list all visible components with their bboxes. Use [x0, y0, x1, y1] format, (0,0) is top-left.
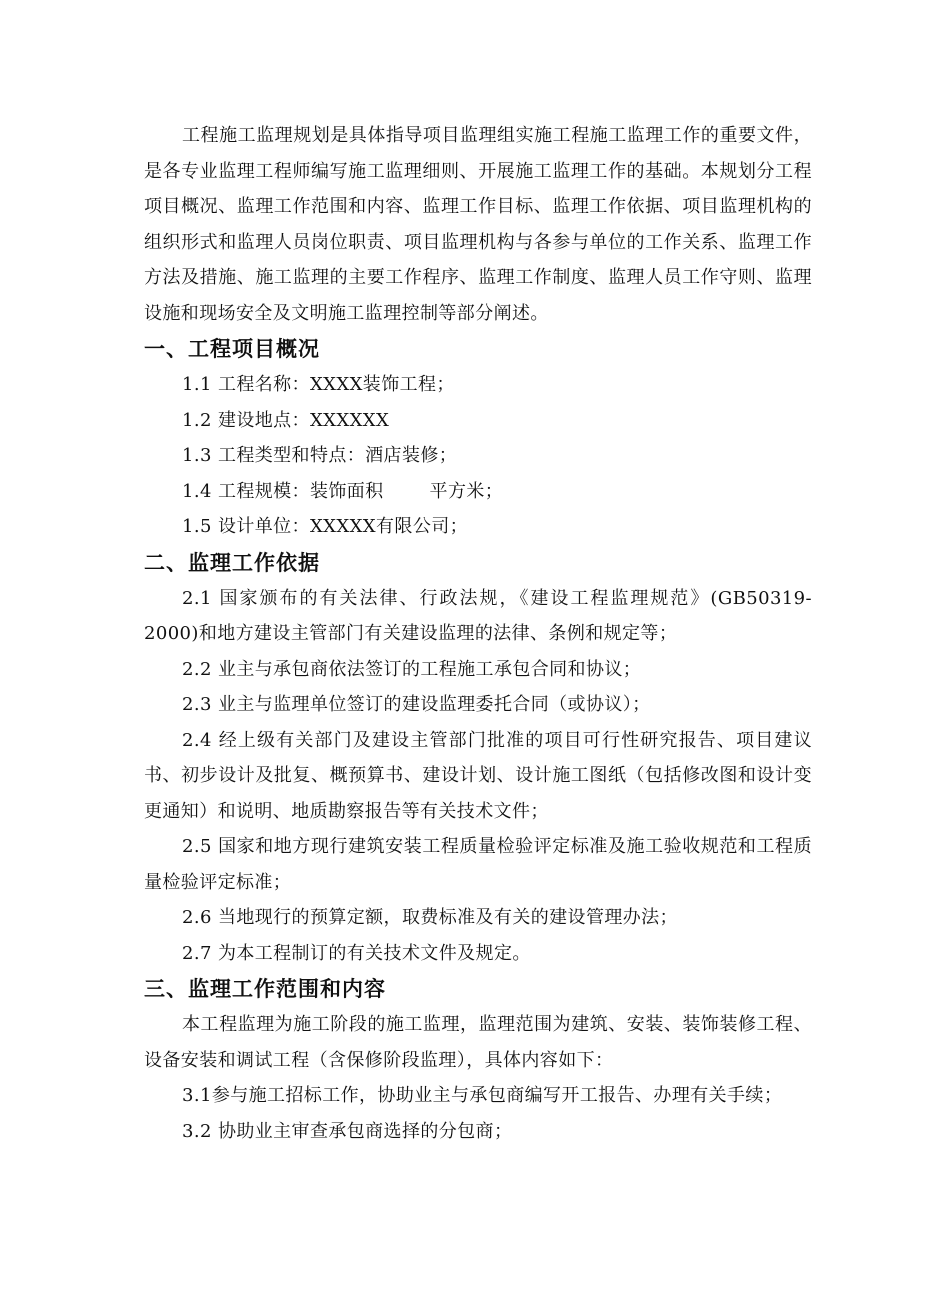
list-item: 1.5 设计单位：XXXXX有限公司； [182, 516, 469, 537]
section-heading-basis: 二、监理工作依据 [144, 550, 320, 575]
list-item: 3.1参与施工招标工作，协助业主与承包商编写开工报告、办理有关手续； [182, 1085, 783, 1106]
list-item: 2.1 国家颁布的有关法律、行政法规，《建设工程监理规范》(GB50319-2000)和地方建设主管部门有关建设监理的法律、条例和规定等； [144, 587, 812, 644]
scope-intro-paragraph: 本工程监理为施工阶段的施工监理，监理范围为建筑、安装、装饰装修工程、设备安装和调试工程（含保修阶段监理），具体内容如下： [144, 1014, 812, 1071]
section-heading-scope: 三、监理工作范围和内容 [144, 977, 386, 1001]
list-item: 2.2 业主与承包商依法签订的工程施工承包合同和协议； [182, 658, 642, 680]
list-item: 1.3 工程类型和特点：酒店装修； [182, 445, 458, 466]
scale-prefix: 1.4 工程规模：装饰面积 [182, 480, 384, 502]
list-item: 2.7 为本工程制订的有关技术文件及规定。 [182, 942, 531, 964]
list-item-project-scale [144, 474, 812, 510]
list-item: 2.6 当地现行的预算定额，取费标准及有关的建设管理办法； [182, 907, 678, 928]
section-heading-project-overview: 一、工程项目概况 [144, 337, 320, 361]
list-item: 2.4 经上级有关部门及建设主管部门批准的项目可行性研究报告、项目建议书、初步设计及批复、概预算书、建设计划、设计施工图纸（包括修改图和设计变更通知）和说明、地质勘察报告等有关技术文件； [144, 729, 812, 822]
intro-paragraph: 工程施工监理规划是具体指导项目监理组实施工程施工监理工作的重要文件，是各专业监理工程师编写施工监理细则、开展施工监理工作的基础。本规划分工程项目概况、监理工作范围和内容、监理工作目标、监理工作依据、项目监理机构的组织形式和监理人员岗位职责、项目监理机构与各参与单位的工作关系、监理工作方法及措施、施工监理的主要工作程序、监理工作制度、监理人员工作守则、监理设施和现场安全及文明施工监理控制等部分阐述。 [144, 125, 812, 324]
list-item: 3.2 协助业主审查承包商选择的分包商； [182, 1120, 513, 1142]
scale-suffix: 平方米； [429, 480, 504, 502]
document-body [144, 118, 812, 1149]
list-item: 2.3 业主与监理单位签订的建设监理委托合同（或协议）； [182, 694, 651, 715]
list-item: 1.2 建设地点：XXXXXX [182, 409, 390, 431]
list-item: 1.1 工程名称：XXXX装饰工程； [182, 374, 455, 395]
list-item: 2.5 国家和地方现行建筑安装工程质量检验评定标准及施工验收规范和工程质量检验评定标准； [144, 836, 812, 893]
